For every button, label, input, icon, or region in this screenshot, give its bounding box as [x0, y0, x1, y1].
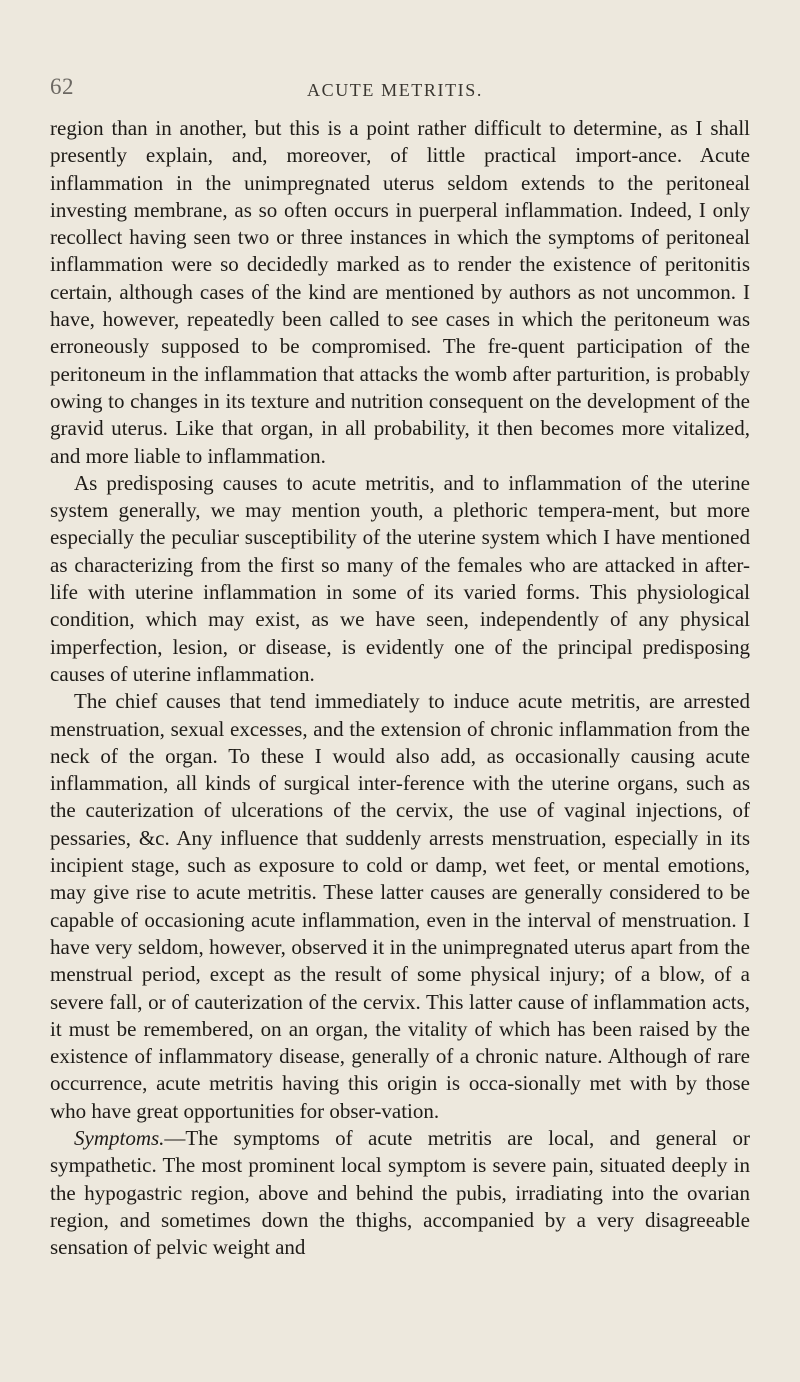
- paragraph-chief-causes: The chief causes that tend immediately to induce acute metritis, are arrested menstruation, sexual excesses, and the extension of chronic inflammation from the neck of the organ. To these I would also add, as occasionally causing acute inflammation, all kinds of surgical inter-ference with the uterine organs, such as the cauterization of ulcerations of the cervix, the use of vaginal injections, of pessaries, &c. Any influence that suddenly arrests menstruation, especially in its incipient stage, such as exposure to cold or damp, wet feet, or mental emotions, may give rise to acute metritis. These latter causes are generally considered to be capable of occasioning acute inflammation, even in the interval of menstruation. I have very seldom, however, observed it in the unimpregnated uterus apart from the menstrual period, except as the result of some physical injury; of a blow, of a severe fall, or of cauterization of the cervix. This latter cause of inflammation acts, it must be remembered, on an organ, the vitality of which has been raised by the existence of inflammatory disease, generally of a chronic nature. Although of rare occurrence, acute metritis having this origin is occa-sionally met with by those who have great opportunities for obser-vation.: [50, 689, 750, 1123]
- page-number: 62: [50, 74, 74, 99]
- symptoms-text: —The symptoms of acute metritis are local, and general or sympathetic. The most prominent local symptom is severe pain, situated deeply in the hypogastric region, above and behind the pubis, irradiating into the ovarian region, and sometimes down the thighs, accompanied by a very disagreeable sensation of pelvic weight and: [50, 1125, 750, 1260]
- running-head: ACUTE METRITIS.: [307, 80, 483, 100]
- page-header: [50, 74, 740, 104]
- symptoms-heading: Symptoms.: [74, 1125, 165, 1150]
- body-text: [50, 115, 750, 1261]
- paragraph-predisposing-causes: As predisposing causes to acute metritis, and to inflammation of the uterine system generally, we may mention youth, a plethoric tempera-ment, but more especially the peculiar susceptibility of the uterine system which I have mentioned as characterizing from the first so many of the females who are attacked in after-life with uterine inflammation in some of its varied forms. This physiological condition, which may exist, as we have seen, independently of any physical imperfection, lesion, or disease, is evidently one of the principal predisposing causes of uterine inflammation.: [50, 470, 750, 686]
- paragraph-continuation: region than in another, but this is a point rather difficult to determine, as I shall presently explain, and, moreover, of little practical import-ance. Acute inflammation in the unimpregnated uterus seldom extends to the peritoneal investing membrane, as so often occurs in puerperal inflammation. Indeed, I only recollect having seen two or three instances in which the symptoms of peritoneal inflammation were so decidedly marked as to render the existence of peritonitis certain, although cases of the kind are mentioned by authors as not uncommon. I have, however, repeatedly been called to see cases in which the peritoneum was erroneously supposed to be compromised. The fre-quent participation of the peritoneum in the inflammation that attacks the womb after parturition, is probably owing to changes in its texture and nutrition consequent on the development of the gravid uterus. Like that organ, in all probability, it then becomes more vitalized, and more liable to inflammation.: [50, 116, 750, 468]
- paragraph-symptoms: [50, 1125, 750, 1261]
